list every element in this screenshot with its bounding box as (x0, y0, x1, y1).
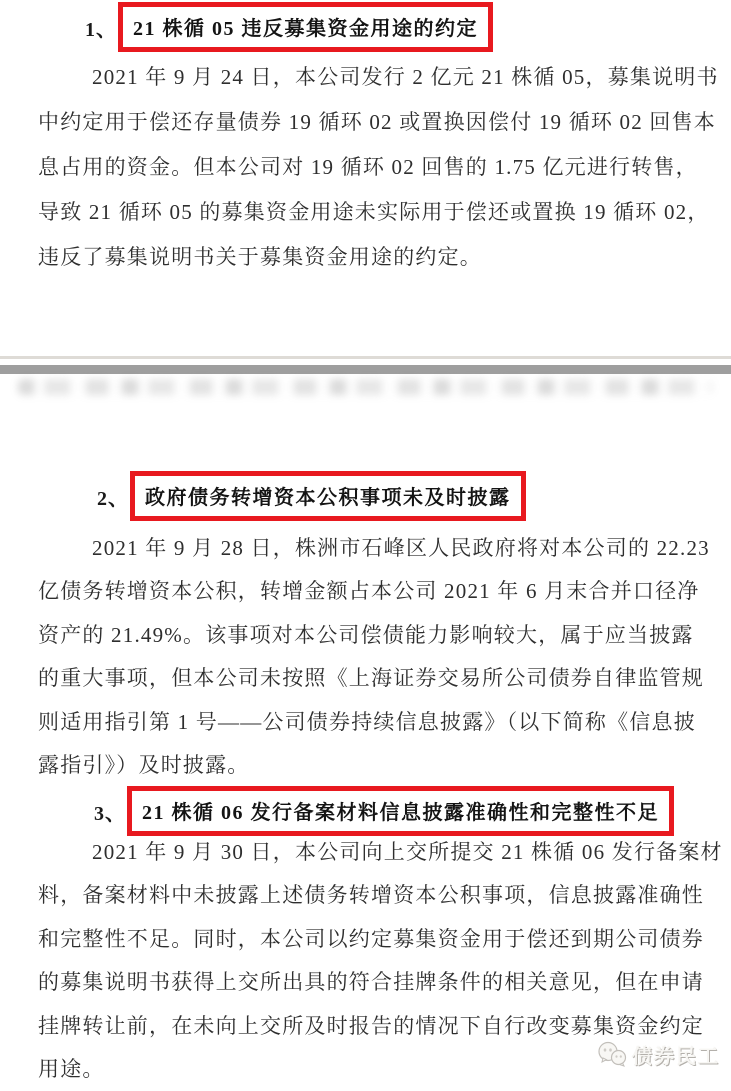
paragraph-line: 料，备案材料中未披露上述债务转增资本公积事项，信息披露准确性 (38, 883, 704, 907)
paragraph-line: 息占用的资金。但本公司对 19 循环 02 回售的 1.75 亿元进行转售， (38, 155, 698, 179)
page-stitch-divider-band (0, 365, 731, 374)
paragraph-line: 和完整性不足。同时，本公司以约定募集资金用于偿还到期公司债券 (38, 927, 704, 951)
scan-blur-artifact (18, 379, 712, 395)
section-1-number: 1、 (85, 18, 117, 41)
watermark-label: 债券民工 (632, 1046, 720, 1068)
paragraph-line: 露指引》）及时披露。 (38, 753, 250, 777)
paragraph-line: 2021 年 9 月 30 日，本公司向上交所提交 21 株循 06 发行备案材 (92, 840, 723, 864)
paragraph-line: 2021 年 9 月 24 日，本公司发行 2 亿元 21 株循 05，募集说明书 (92, 65, 719, 89)
chat-bubbles-icon (597, 1041, 627, 1068)
paragraph-line: 的募集说明书获得上交所出具的符合挂牌条件的相关意见，但在申请 (38, 970, 704, 994)
section-3-number: 3、 (94, 802, 126, 825)
section-2-highlight-box: 政府债务转增资本公积事项未及时披露 (130, 471, 526, 521)
paragraph-line: 违反了募集说明书关于募集资金用途的约定。 (38, 245, 482, 269)
paragraph-line: 则适用指引第 1 号——公司债券持续信息披露》（以下简称《信息披 (38, 710, 696, 734)
paragraph-line: 的重大事项，但本公司未按照《上海证券交易所公司债券自律监管规 (38, 666, 704, 690)
watermark (597, 1040, 720, 1069)
section-2-heading (97, 471, 526, 521)
paragraph-line: 亿债务转增资本公积，转增金额占本公司 2021 年 6 月末合并口径净 (38, 579, 700, 603)
paragraph-line: 用途。 (38, 1057, 105, 1081)
paragraph-line: 2021 年 9 月 28 日，株洲市石峰区人民政府将对本公司的 22.23 (92, 536, 710, 560)
paragraph-line: 挂牌转让前，在未向上交所及时报告的情况下自行改变募集资金约定 (38, 1014, 704, 1038)
section-1-heading (85, 2, 493, 52)
section-2-number: 2、 (97, 487, 129, 510)
paragraph-line: 资产的 21.49%。该事项对本公司偿债能力影响较大，属于应当披露 (38, 623, 694, 647)
paragraph-line: 中约定用于偿还存量债券 19 循环 02 或置换因偿付 19 循环 02 回售本 (38, 110, 716, 134)
section-3-heading (94, 786, 674, 836)
section-3-highlight-box: 21 株循 06 发行备案材料信息披露准确性和完整性不足 (127, 786, 674, 836)
page-stitch-shadow-line (0, 356, 731, 359)
paragraph-line: 导致 21 循环 05 的募集资金用途未实际用于偿还或置换 19 循环 02， (38, 200, 710, 224)
section-1-highlight-box: 21 株循 05 违反募集资金用途的约定 (118, 2, 493, 52)
